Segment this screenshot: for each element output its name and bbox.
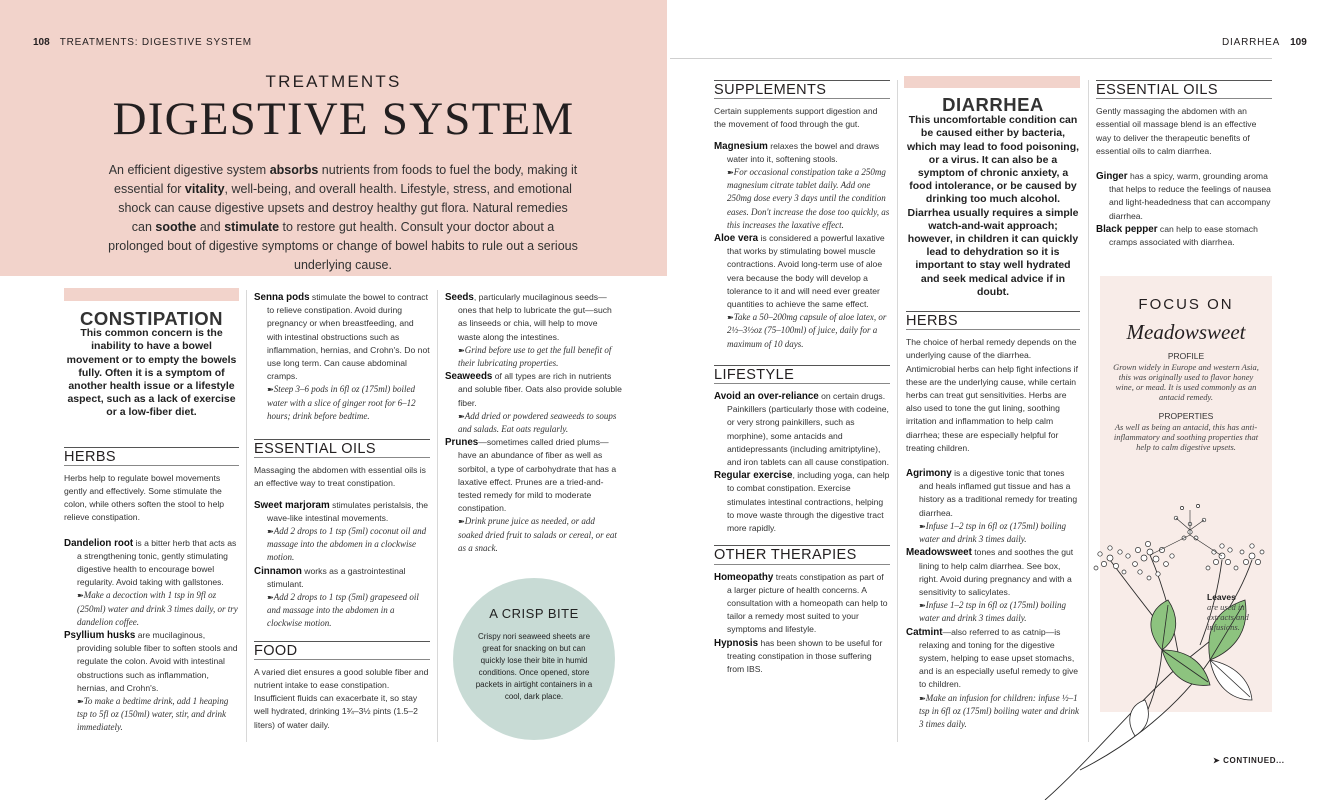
lifestyle-heading: LIFESTYLE xyxy=(714,365,890,384)
constipation-oils-heading: ESSENTIAL OILS xyxy=(254,439,430,458)
column-divider xyxy=(897,80,898,742)
entry-exercise: Regular exercise, including yoga, can help to combat constipation. Exercise stimulates intestinal contractions, helping to move waste through the digestive tract more rapidly. xyxy=(714,470,890,534)
column-2 xyxy=(254,291,430,732)
page-title: DIGESTIVE SYSTEM xyxy=(112,93,575,145)
right-running-head: DIARRHEA 109 xyxy=(1222,37,1307,48)
crisp-bite-title: A CRISP BITE xyxy=(489,606,579,621)
food-heading: FOOD xyxy=(254,641,430,660)
diarrhea-lead: This uncomfortable condition can be caused either by bacteria, which may lead to food poisoning, or a virus. It can also be a symptom of chronic anxiety, a food intolerance, or be caused by drinking too much alcohol. Diarrhea usually requires a simple watch-and-wait approach; however, in children it can quickly lead to dehydration so it is important to stay well hydrated and seek medical advice if in doubt. xyxy=(906,114,1080,298)
diarrhea-band xyxy=(904,76,1080,88)
entry-hypnosis: Hypnosis has been shown to be useful for treating constipation in those suffering from IBS. xyxy=(714,637,883,674)
tip-senna: ➽Steep 3–6 pods in 6fl oz (175ml) boiled water with a slice of ginger root for 6–12 hours; drink before bedtime. xyxy=(267,384,416,421)
constipation-lead: This common concern is the inability to have a bowel movement or to empty the bowels fully. Often it is a symptom of another health issue or a lifestyle aspect, such as a lack of exercise or a low-fiber diet. xyxy=(66,327,237,419)
column-4 xyxy=(714,80,890,676)
tip-meadowsweet: ➽Infuse 1–2 tsp in 6fl oz (175ml) boiling water and drink 3 times daily. xyxy=(919,600,1066,624)
constipation-heading: CONSTIPATION xyxy=(79,308,224,329)
entry-catmint: Catmint—also referred to as catnip—is relaxing and toning for the digestive system, helping to ease upset stomachs, and is an especially useful remedy to give to children. xyxy=(906,626,1079,690)
tip-marjoram: ➽Add 2 drops to 1 tsp (5ml) coconut oil and massage into the abdomen in a clockwise motion. xyxy=(267,526,427,563)
crisp-bite-callout xyxy=(453,578,615,740)
continued-label: ➤ CONTINUED... xyxy=(1213,756,1285,765)
entry-seaweeds: Seaweeds of all types are rich in nutrients and soluble fiber. Oats also provide soluble fiber. xyxy=(445,371,622,408)
crisp-bite-text: Crispy nori seaweed sheets are great for snacking on but can quickly lose their bite in humid conditions. Once opened, store packets in airtight containers in a cool, dark place. xyxy=(475,632,593,701)
left-page-number: 108 xyxy=(33,37,50,48)
tip-prunes: ➽Drink prune juice as needed, or add soaked dried fruit to salads or cereal, or eat as a snack. xyxy=(458,516,617,553)
tip-dandelion: ➽Make a decoction with 1 tsp in 9fl oz (250ml) water and drink 3 times daily, or try dandelion coffee. xyxy=(77,590,238,627)
constipation-band xyxy=(64,288,239,301)
tip-catmint: ➽Make an infusion for children: infuse ½–1 tsp in 6fl oz (175ml) boiling water and drink 3 times daily. xyxy=(919,692,1080,729)
entry-magnesium: Magnesium relaxes the bowel and draws water into it, softening stools. xyxy=(714,140,880,164)
entry-marjoram: Sweet marjoram stimulates peristalsis, the wave-like intestinal movements. xyxy=(254,499,429,523)
entry-overreliance: Avoid an over-reliance on certain drugs. Painkillers (particularly those with codeine, or very strong painkillers, such as morphine), some antacids and antidepressants (including amitriptyline), and iron tablets can all cause constipation. xyxy=(714,391,889,468)
supplements-heading: SUPPLEMENTS xyxy=(714,80,890,99)
header-rule xyxy=(670,58,1272,59)
entry-dandelion: Dandelion root is a bitter herb that acts as a strengthening tonic, gently stimulating digestive health to encourage bowel regularity. Avoid taking with gallstones. xyxy=(64,537,237,588)
entry-homeopathy: Homeopathy treats constipation as part of a larger picture of health concerns. A consultation with a homeopath can help to tailor a remedy most suited to your symptoms and lifestyle. xyxy=(714,571,888,635)
diarrhea-herbs-heading: HERBS xyxy=(906,311,1080,330)
column-1 xyxy=(64,288,239,735)
column-divider xyxy=(437,290,438,742)
diarrhea-herbs-intro: The choice of herbal remedy depends on the underlying cause of the diarrhea. Antimicrobial herbs can help fight infections if these are the underlying cause, while certain herbs can treat gut sensitivities. Herbs are also used to tone the gut lining, soothing irritation and inflammation to help calm diarrhea; these are especially helpful for treating children. xyxy=(906,337,1078,453)
entry-senna: Senna pods stimulate the bowel to contract to relieve constipation. Avoid during pregnancy or when breastfeeding, and with intestinal obstructions such as inflammation, hernias, and Crohn's. Do not use long term. Can cause abdominal cramps. xyxy=(254,292,430,382)
constipation-herbs-heading: HERBS xyxy=(64,447,239,466)
herbs-intro: Herbs help to regulate bowel movements gently and effectively. Some stimulate the colon, while others soften the stool to help relieve constipation. xyxy=(64,472,225,523)
right-page-number: 109 xyxy=(1290,37,1307,48)
entry-ginger: Ginger has a spicy, warm, grounding aroma that helps to reduce the feelings of nausea and light-headedness that can accompany diarrhea. xyxy=(1096,171,1271,221)
entry-agrimony: Agrimony is a digestive tonic that tones and heals inflamed gut tissue and has a history as a traditional remedy for treating diarrhea. xyxy=(906,468,1078,518)
entry-meadowsweet: Meadowsweet tones and soothes the gut lining to help calm diarrhea. See box, right. Avoid during pregnancy and with a sensitivity to salicylates. xyxy=(906,547,1074,597)
focus-plant-name: Meadowsweet xyxy=(1126,320,1246,344)
properties-text: As well as being an antacid, this has anti-inflammatory and soothing properties that help to calm digestive upsets. xyxy=(1113,422,1259,452)
profile-text: Grown widely in Europe and western Asia, this was originally used to flavor honey wine, or mead. It is used commonly as an antacid remedy. xyxy=(1113,362,1259,402)
tip-aloe: ➽Take a 50–200mg capsule of aloe latex, or 2½–3½oz (75–100ml) of juice, daily for a maximum of 10 days. xyxy=(727,312,887,349)
entry-seeds: Seeds, particularly mucilaginous seeds—ones that help to lubricate the gut—such as linseeds or chia, will help to move waste along the intestines. xyxy=(445,292,612,342)
food-intro: A varied diet ensures a good soluble fiber and nutrient intake to ease constipation. Insufficient fluids can exacerbate it, so stay well hydrated, drinking 1¾–3½ pints (1.5–2 liters) of water daily. xyxy=(254,666,429,730)
section-kicker: TREATMENTS xyxy=(265,72,402,91)
tip-seaweeds: ➽Add dried or powdered seaweeds to soups and salads. Eat oats regularly. xyxy=(458,410,617,435)
tip-magnesium: ➽For occasional constipation take a 250mg magnesium citrate tablet daily. Add one 250mg dose every 3 days until the condition eases. Don't increase the dose too quickly, as this increases the laxative effect. xyxy=(727,167,890,230)
column-3 xyxy=(445,291,622,555)
tip-psyllium: ➽To make a bedtime drink, add 1 heaping tsp to 5fl oz (150ml) water, stir, and drink immediately. xyxy=(77,696,229,733)
focus-heading: FOCUS ON xyxy=(1138,296,1234,313)
oils-intro: Massaging the abdomen with essential oils is an effective way to treat constipation. xyxy=(254,465,426,489)
leaves-label: Leaves are used in extracts and infusions. xyxy=(1207,592,1249,632)
entry-psyllium: Psyllium husks are mucilaginous, providing soluble fiber to soften stools and regulate the colon. Avoid with intestinal obstructions such as inflammation, hernias, and Crohn's. xyxy=(64,630,238,693)
column-6 xyxy=(1096,80,1272,249)
supplements-intro: Certain supplements support digestion and the movement of food through the gut. xyxy=(714,106,878,130)
diarrhea-oils-heading: ESSENTIAL OILS xyxy=(1096,80,1272,99)
tip-cinnamon: ➽Add 2 drops to 1 tsp (5ml) grapeseed oil and massage into the abdomen in a clockwise motion. xyxy=(267,592,419,629)
tip-agrimony: ➽Infuse 1–2 tsp in 6fl oz (175ml) boiling water and drink 3 times daily. xyxy=(919,520,1066,545)
entry-black-pepper: Black pepper can help to ease stomach cramps associated with diarrhea. xyxy=(1096,223,1258,248)
other-therapies-heading: OTHER THERAPIES xyxy=(714,545,890,564)
left-running-head: 108 TREATMENTS: DIGESTIVE SYSTEM xyxy=(33,37,252,48)
column-divider xyxy=(246,290,247,742)
properties-heading: PROPERTIES xyxy=(1158,411,1214,421)
entry-prunes: Prunes—sometimes called dried plums—have an abundance of fiber as well as sorbitol, a type of carbohydrate that has a laxative effect. Prunes are a tried-and-tested remedy for mild to moderate constipation. xyxy=(445,437,617,514)
profile-heading: PROFILE xyxy=(1167,351,1205,361)
tip-seeds: ➽Grind before use to get the full benefit of their lubricating properties. xyxy=(458,344,612,369)
intro-paragraph: An efficient digestive system absorbs nutrients from foods to fuel the body, making it essential for vitality, well-being, and overall health. Lifestyle, stress, and emotional shock can cause digestive upsets and destroy healthy gut flora. Natural remedies can soothe and stimulate to restore gut health. Consult your doctor about a prolonged bout of digestive symptoms or change of bowel habits to rule out a serious underlying cause. xyxy=(108,163,578,272)
entry-cinnamon: Cinnamon works as a gastrointestinal stimulant. xyxy=(254,565,406,589)
diarrhea-heading: DIARRHEA xyxy=(942,94,1044,115)
entry-aloe: Aloe vera is considered a powerful laxative that works by stimulating bowel muscle contractions. Avoid long-term use of aloe vera because the body will develop a tolerance to it and will need ever greater quantities to achieve the same effect. xyxy=(714,233,885,310)
diarrhea-oils-intro: Gently massaging the abdomen with an essential oil massage blend is an effective way to deliver the therapeutic benefits of essential oils to calm diarrhea. xyxy=(1096,106,1257,156)
